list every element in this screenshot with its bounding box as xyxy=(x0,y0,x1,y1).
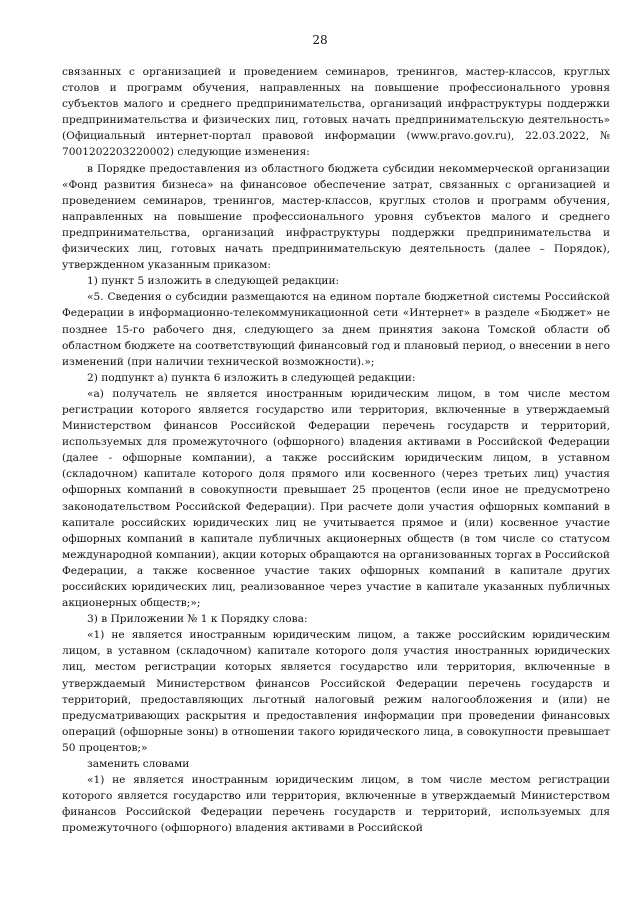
paragraph-item-2: 2) подпункт а) пункта 6 изложить в следующей редакции: xyxy=(87,371,416,384)
document-body xyxy=(62,64,610,837)
paragraph-replace-with: заменить словами xyxy=(87,758,190,771)
paragraph-new-wording: «1) не является иностранным юридическим лицом, в том числе местом регистрации которого является государство или территория, включенные в утверждаемый Министерством финансов Российской Федерации перечень государств и территорий, используемых для промежуточного (офшорного) владения активами в Российской xyxy=(62,774,610,835)
paragraph-item-1: 1) пункт 5 изложить в следующей редакции: xyxy=(87,275,340,288)
paragraph-item-3: 3) в Приложении № 1 к Порядку слова: xyxy=(87,613,308,626)
paragraph-item-5-text: «5. Сведения о субсидии размещаются на едином портале бюджетной системы Российской Федерации в информационно-телекоммуникационной сети «Интернет» в разделе «Бюджет» не позднее 15-го рабочего дня, следующего за днем принятия закона Томской области об областном бюджете на соответствующий финансовый год и плановый период, о внесении в него изменений (при наличии технической возможности).»; xyxy=(62,291,610,368)
paragraph-subitem-a-text: «а) получатель не является иностранным юридическим лицом, в том числе местом регистрации которого является государство или территория, включенные в утверждаемый Министерством финансов Российской Федерации перечень государств и территорий, используемых для промежуточного (офшорного) владения активами в Российской Федерации (далее - офшорные компании), а также российским юридическим лицом, в уставном (складочном) капитале которого доля прямого или косвенного (через третьих лиц) участия офшорных компаний в совокупности превышает 25 процентов (если иное не предусмотрено законодательством Российской Федерации). При расчете доли участия офшорных компаний в капитале российских юридических лиц не учитывается прямое и (или) косвенное участие офшорных компаний в капитале публичных акционерных обществ (в том числе со статусом международной компании), акции которых обращаются на организованных торгах в Российской Федерации, а также косвенное участие таких офшорных компаний в капитале других российских юридических лиц, реализованное через участие в капитале указанных публичных акционерных обществ;»; xyxy=(62,387,610,610)
paragraph-old-wording: «1) не является иностранным юридическим лицом, а также российским юридическим лицом, в уставном (складочном) капитале которого доля участия иностранных юридических лиц, местом регистрации которых является государство или территория, включенные в утверждаемый Министерством финансов Российской Федерации перечень государств и территорий, предоставляющих льготный налоговый режим налогообложения и (или) не предусматривающих раскрытия и предоставления информации при проведении финансовых операций (офшорные зоны) в отношении такого юридического лица, в совокупности превышает 50 процентов;» xyxy=(62,629,610,754)
paragraph-intro: связанных с организацией и проведением семинаров, тренингов, мастер-классов, круглых столов и программ обучения, направленных на повышение профессионального уровня субъектов малого и среднего предпринимательства, организаций инфраструктуры поддержки предпринимательства и физических лиц, готовых начать предпринимательскую деятельность» (Официальный интернет-портал правовой информации (www.pravo.gov.ru), 22.03.2022, № 7001202203220002) следующие изменения: xyxy=(62,66,610,159)
paragraph-order-amendments: в Порядке предоставления из областного бюджета субсидии некоммерческой организации «Фонд развития бизнеса» на финансовое обеспечение затрат, связанных с организацией и проведением семинаров, тренингов, мастер-классов, круглых столов и программ обучения, направленных на повышение профессионального уровня субъектов малого и среднего предпринимательства, организаций инфраструктуры поддержки предпринимательства и физических лиц, готовых начать предпринимательскую деятельность (далее – Порядок), утвержденном указанным приказом: xyxy=(62,162,610,272)
page-number: 28 xyxy=(312,33,328,47)
